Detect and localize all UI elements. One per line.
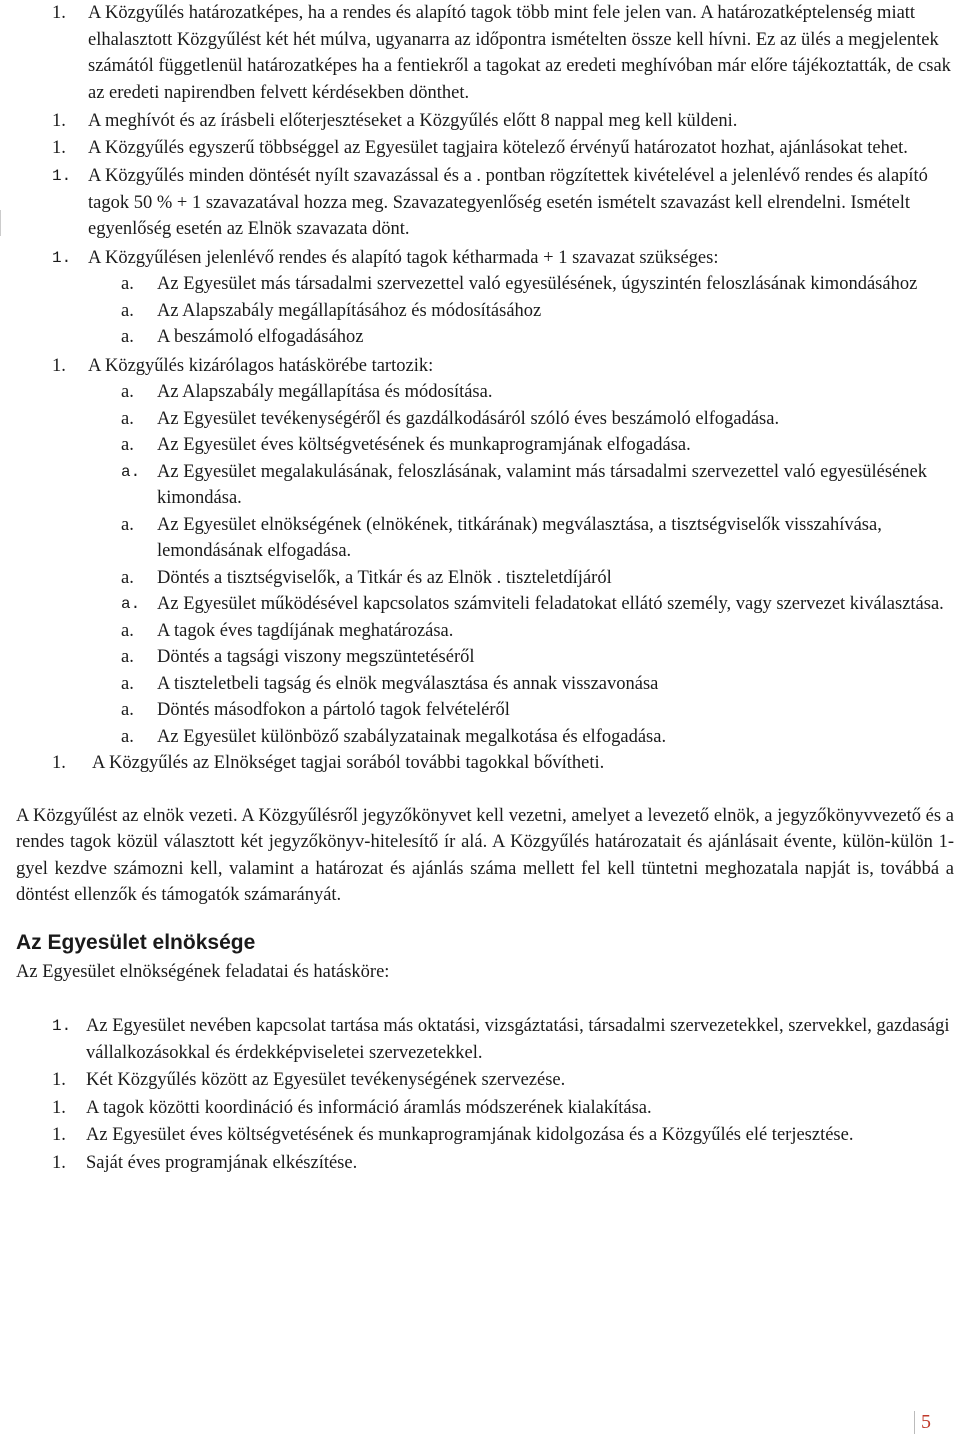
sub-list-text: Az Egyesület más társadalmi szervezettel való egyesülésének, úgyszintén feloszlásának kimondásához xyxy=(157,274,918,294)
list-text: A Közgyűlés minden döntését nyílt szavazással és a . pontban rögzítettek kivételével a jelenlévő rendes és alapító tagok 50 % + 1 szavazatával hozza meg. Szavazategyenlőség esetén ismételt szavazást kell elrendelni. Ismételt egyenlőség esetén az Elnök szavazata dönt. xyxy=(88,166,928,239)
list-number: 1. xyxy=(52,167,72,185)
list-text: A Közgyűlés az Elnökséget tagjai sorából további tagokkal bővítheti. xyxy=(92,753,605,773)
sub-list-item xyxy=(121,271,954,298)
list-text: A Közgyűlésen jelenlévő rendes és alapító tagok kétharmada + 1 szavazat szükséges: xyxy=(88,247,719,268)
list-item xyxy=(52,1122,954,1149)
sub-list-text: Az Egyesület működésével kapcsolatos számviteli feladatokat ellátó személy, vagy szervezet kiválasztása. xyxy=(157,594,944,614)
margin-mark xyxy=(0,210,1,236)
list-number: 1. xyxy=(52,137,66,158)
sub-list-letter: a. xyxy=(121,327,134,347)
list-item xyxy=(52,1067,954,1094)
sub-list-text: Az Egyesület tevékenységéről és gazdálkodásáról szóló éves beszámoló elfogadása. xyxy=(157,408,780,429)
list-text: A meghívót és az írásbeli előterjesztéseket a Közgyűlés előtt 8 nappal meg kell küldeni. xyxy=(88,111,738,131)
sub-list-letter: a. xyxy=(121,673,134,694)
sub-list-text: Az Egyesület megalakulásának, feloszlásának, valamint más társadalmi szervezettel való egyesülésének kimondása. xyxy=(157,461,928,508)
sub-list-letter: a. xyxy=(121,382,134,402)
sub-list-item xyxy=(121,644,954,671)
list-number: 1. xyxy=(52,1070,66,1090)
list-text: A Közgyűlés kizárólagos hatáskörébe tartozik: xyxy=(88,355,434,376)
page-number: 5 xyxy=(914,1411,931,1434)
sub-list-item xyxy=(121,618,954,645)
sub-list-letter: a. xyxy=(121,274,134,294)
sub-list-letter: a. xyxy=(121,300,134,321)
section-intro: Az Egyesület elnökségének feladatai és hatásköre: xyxy=(16,961,390,982)
list-number: 1. xyxy=(52,3,66,23)
sub-list-text: Döntés a tisztségviselők, a Titkár és az Elnök . tiszteletdíjáról xyxy=(157,567,612,588)
list-number: 1. xyxy=(52,1097,66,1118)
sub-list-item xyxy=(121,324,954,351)
sub-list-item xyxy=(121,459,954,512)
list-number: 1. xyxy=(52,248,72,267)
list-item xyxy=(52,750,954,777)
sub-list-text: A tagok éves tagdíjának meghatározása. xyxy=(157,620,454,641)
sub-list-text: Az Egyesület elnökségének (elnökének, titkárának) megválasztása, a tisztségviselők visszahívása, lemondásának elfogadása. xyxy=(157,514,882,561)
sub-list-text: Az Alapszabály megállapításához és módosításához xyxy=(157,300,542,321)
list-text: Saját éves programjának elkészítése. xyxy=(86,1152,358,1173)
sub-list-letter: a. xyxy=(121,595,141,613)
list-number: 1. xyxy=(52,1125,66,1145)
section-heading: Az Egyesület elnöksége xyxy=(16,930,256,954)
sub-list-text: Az Alapszabály megállapítása és módosítása. xyxy=(157,382,493,402)
sub-list-letter: a. xyxy=(121,408,134,429)
sub-list-item xyxy=(121,671,954,698)
sub-list-text: A tiszteletbeli tagság és elnök megválasztása és annak visszavonása xyxy=(157,673,659,694)
sub-list-letter: a. xyxy=(121,726,134,747)
sub-list-item xyxy=(121,298,954,325)
sub-list-letter: a. xyxy=(121,567,134,588)
list-text: A Közgyűlés határozatképes, ha a rendes és alapító tagok több mint fele jelen van. A határozatképtelenség miatt elhalasztott Közgyűlést két hét múlva, ugyanarra az időpontra ismételten össze kell hívni. Ez az ülés a megjelentek számától függetlenül határozatképes ha a fentiekről a tagokat az eredeti meghívóban már előre tájékoztatták, de csak az eredeti napirendben felvett kérdésekben dönthet. xyxy=(88,3,951,103)
sub-list-letter: a. xyxy=(121,620,134,641)
list-text: Az Egyesület éves költségvetésének és munkaprogramjának kidolgozása és a Közgyűlés elé terjesztése. xyxy=(86,1125,854,1145)
sub-list-letter: a. xyxy=(121,435,134,455)
list-item xyxy=(52,163,954,243)
list-text: A tagok közötti koordináció és információ áramlás módszerének kialakítása. xyxy=(86,1097,652,1118)
sub-list-item xyxy=(121,724,954,751)
sub-list-item xyxy=(121,512,954,565)
sub-list-text: Döntés a tagsági viszony megszüntetéséről xyxy=(157,647,475,667)
sub-list-letter: a. xyxy=(121,514,134,535)
list-item xyxy=(52,245,954,272)
sub-list-letter: a. xyxy=(121,462,141,481)
list-item xyxy=(52,0,954,106)
list-number: 1. xyxy=(52,753,66,773)
sub-list-item xyxy=(121,591,954,618)
sub-list-text: Az Egyesület különböző szabályzatainak megalkotása és elfogadása. xyxy=(157,726,667,747)
sub-list-letter: a. xyxy=(121,700,134,720)
list-number: 1. xyxy=(52,1152,66,1173)
list-number: 1. xyxy=(52,1017,72,1035)
sub-list-item xyxy=(121,406,954,433)
list-text: A Közgyűlés egyszerű többséggel az Egyesület tagjaira kötelező érvényű határozatot hozhat, ajánlásokat tehet. xyxy=(88,137,908,158)
list-text: Az Egyesület nevében kapcsolat tartása más oktatási, vizsgáztatási, társadalmi szervezetekkel, szervekkel, gazdasági vállalkozásokkal és érdekképviseletei szervezetekkel. xyxy=(86,1016,950,1063)
list-number: 1. xyxy=(52,111,66,131)
sub-list-text: A beszámoló elfogadásához xyxy=(157,327,364,347)
sub-list-item xyxy=(121,697,954,724)
sub-list-letter: a. xyxy=(121,647,134,667)
sub-list-item xyxy=(121,432,954,459)
sub-list-item xyxy=(121,379,954,406)
list-item xyxy=(52,108,954,135)
sub-list-text: Döntés másodfokon a pártoló tagok felvételéről xyxy=(157,700,510,720)
list-number: 1. xyxy=(52,355,66,376)
list-item xyxy=(52,135,954,162)
list-item xyxy=(52,353,954,380)
list-item xyxy=(52,1095,954,1122)
body-paragraph: A Közgyűlést az elnök vezeti. A Közgyűlésről jegyzőkönyvet kell vezetni, amelyet a levezető elnök, a jegyzőkönyvvezető és a rendes tagok közül választott két jegyzőkönyv-hitelesítő ír alá. A Közgyűlés határozatait és ajánlásait évente, külön-külön 1-gyel kezdve számozni kell, valamint a határozat és ajánlás száma mellett fel kell tüntetni meghozatala napját is, továbbá a döntést ellenzők és támogatók számarányát. xyxy=(16,805,954,905)
sub-list-item xyxy=(121,565,954,592)
list-text: Két Közgyűlés között az Egyesület tevékenységének szervezése. xyxy=(86,1070,566,1090)
list-item xyxy=(52,1150,954,1177)
sub-list-text: Az Egyesület éves költségvetésének és munkaprogramjának elfogadása. xyxy=(157,435,691,455)
list-item xyxy=(52,1013,954,1066)
